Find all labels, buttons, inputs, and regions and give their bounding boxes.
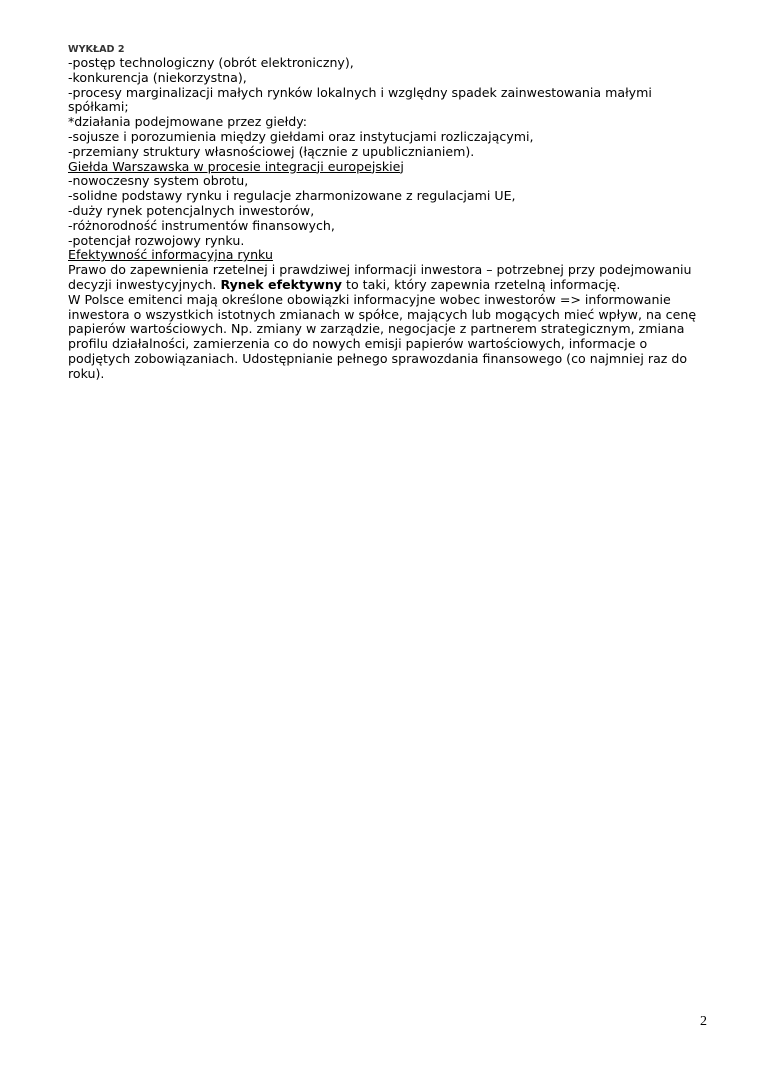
document-body [68, 44, 708, 382]
actions-heading: *działania podejmowane przez giełdy: [68, 114, 308, 130]
paragraph-text: Prawo do zapewnienia rzetelnej i prawdziwej informacji inwestora – potrzebnej przy podejmowaniu decyzji inwestycyjnych. [68, 262, 692, 292]
list-item: -procesy marginalizacji małych rynków lokalnych i względny spadek zainwestowania małymi spółkami; [68, 84, 652, 115]
list-item: -solidne podstawy rynku i regulacje zharmonizowane z regulacjami UE, [68, 188, 516, 204]
list-item: -konkurencja (niekorzystna), [68, 69, 247, 85]
section-heading-efficiency: Efektywność informacyjna rynku [68, 247, 273, 263]
list-item: -duży rynek potencjalnych inwestorów, [68, 202, 315, 218]
paragraph-efficient-market [68, 263, 708, 293]
list-item: -postęp technologiczny (obrót elektroniczny), [68, 55, 354, 70]
page-number: 2 [700, 1014, 707, 1029]
list-item: -nowoczesny system obrotu, [68, 173, 249, 189]
paragraph-text: to taki, który zapewnia rzetelną informację. [342, 276, 621, 292]
paragraph-obligations: W Polsce emitenci mają określone obowiązki informacyjne wobec inwestorów => informowanie inwestora o wszystkich istotnych zmianach w spółce, mających lub mogących mieć wpływ, na cenę papierów wartościowych. Np. zmiany w zarządzie, negocjacje z partnerem strategicznym, zmiana profilu działalności, zamierzenia co do nowych emisji papierów wartościowych, informacje o podjętych zobowiązaniach. Udostępnianie pełnego sprawozdania finansowego (co najmniej raz do roku). [68, 291, 697, 381]
lecture-header: WYKŁAD 2 [68, 44, 125, 55]
bold-term: Rynek efektywny [220, 276, 343, 292]
list-item: -sojusze i porozumienia między giełdami oraz instytucjami rozliczającymi, [68, 128, 534, 144]
list-item: -potencjał rozwojowy rynku. [68, 232, 245, 248]
list-item: -przemiany struktury własnościowej (łącznie z upublicznianiem). [68, 143, 475, 159]
list-item: -różnorodność instrumentów finansowych, [68, 217, 335, 233]
section-heading-integration: Giełda Warszawska w procesie integracji europejskiej [68, 158, 404, 174]
